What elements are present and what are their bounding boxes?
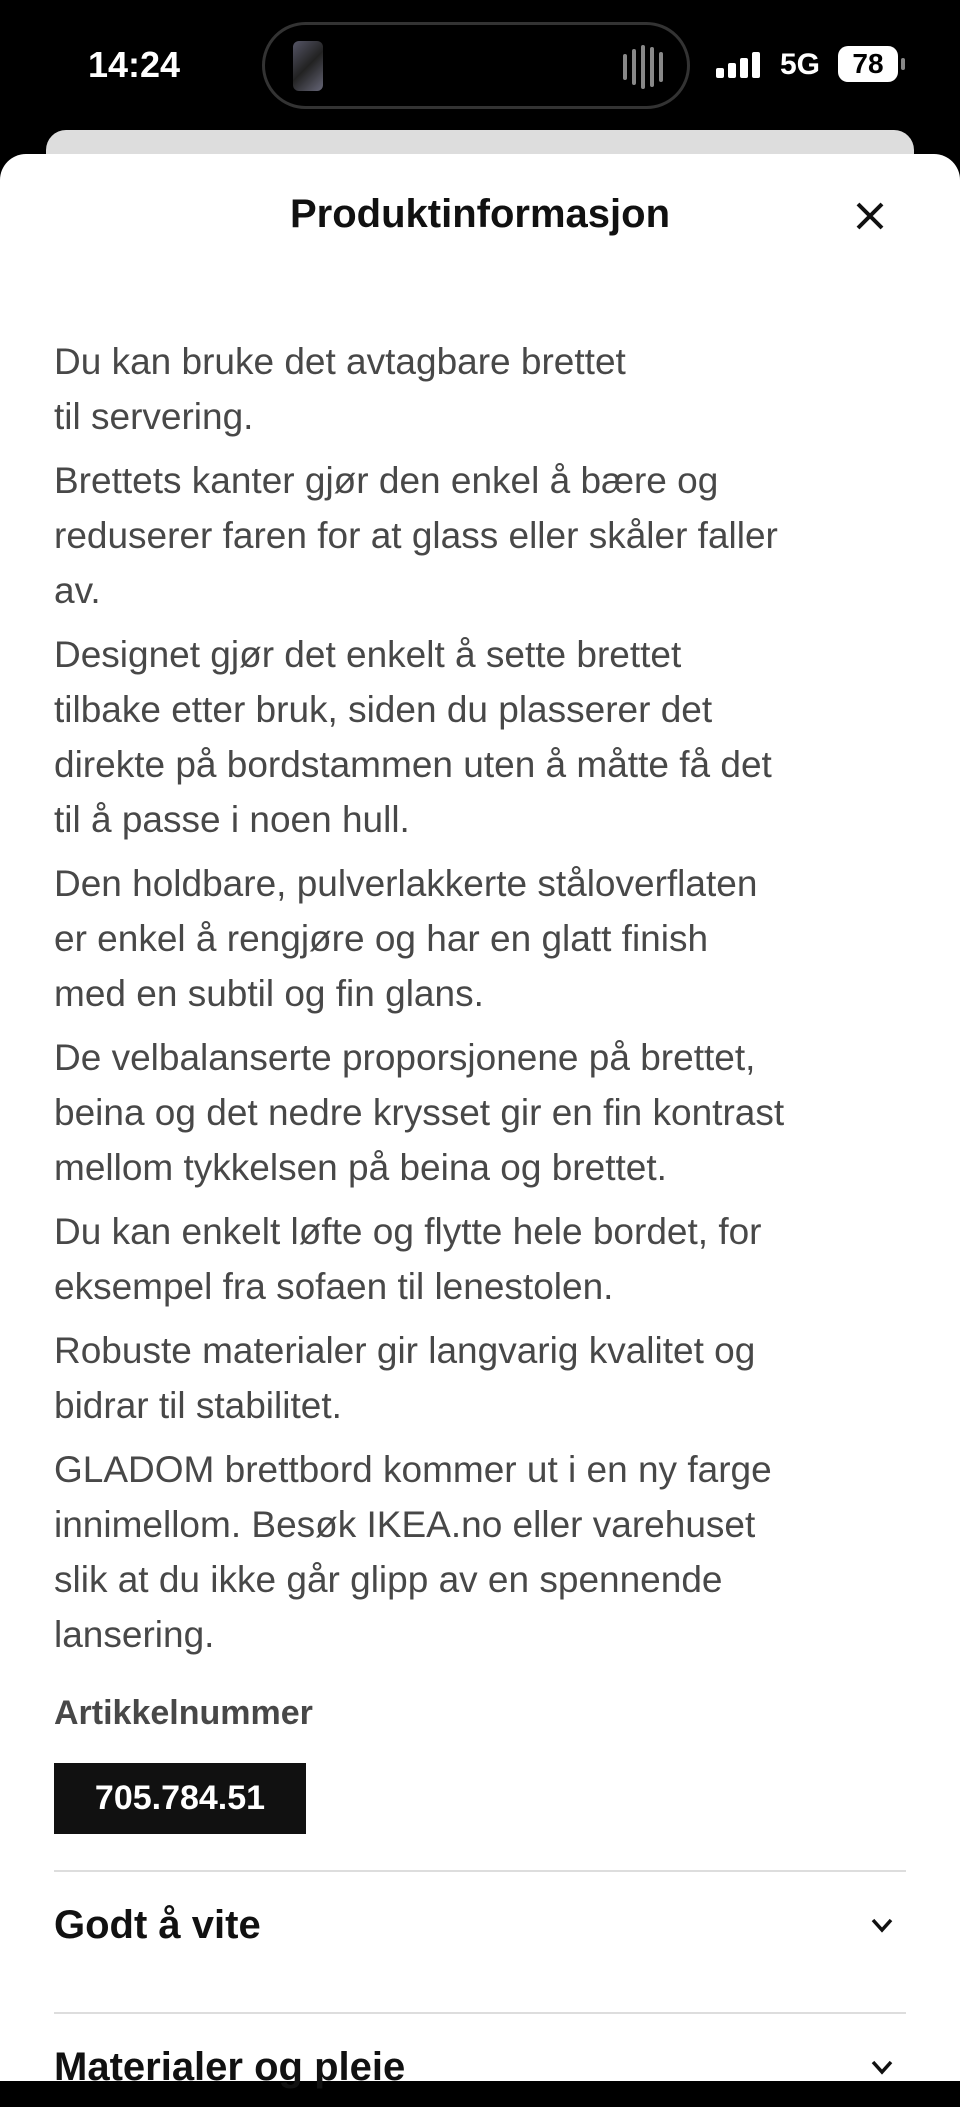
audio-wave-icon	[623, 45, 663, 89]
description-line: er enkel å rengjøre og har en glatt finish	[54, 918, 709, 959]
description-paragraph	[54, 334, 914, 444]
close-button[interactable]	[850, 196, 890, 236]
signal-icon	[716, 52, 760, 78]
description-paragraph	[54, 1442, 914, 1662]
description-line: Du kan enkelt løfte og flytte hele bordet, for	[54, 1211, 762, 1252]
description-line: Du kan bruke det avtagbare brettet	[54, 341, 626, 382]
accordion-label: Godt å vite	[54, 1903, 261, 1947]
divider	[54, 2012, 906, 2014]
network-type: 5G	[780, 48, 821, 81]
description-line: lansering.	[54, 1614, 215, 1655]
description-line: slik at du ikke går glipp av en spennende	[54, 1559, 723, 1600]
description-line: direkte på bordstammen uten å måtte få det	[54, 744, 772, 785]
product-description	[54, 334, 914, 1671]
description-line: Den holdbare, pulverlakkerte ståloverflaten	[54, 863, 758, 904]
status-time: 14:24	[88, 44, 181, 85]
accordion-label: Materialer og pleie	[54, 2045, 406, 2089]
description-paragraph	[54, 856, 914, 1021]
sheet-title: Produktinformasjon	[289, 192, 671, 236]
status-bar	[0, 0, 960, 130]
description-line: mellom tykkelsen på beina og brettet.	[54, 1147, 667, 1188]
description-paragraph	[54, 1030, 914, 1195]
description-line: De velbalanserte proporsjonene på brettet,	[54, 1037, 756, 1078]
article-number-badge: 705.784.51	[54, 1763, 306, 1834]
accordion-good-to-know[interactable]	[54, 1885, 906, 1965]
description-line: beina og det nedre krysset gir en fin kontrast	[54, 1092, 785, 1133]
description-line: Brettets kanter gjør den enkel å bære og	[54, 460, 719, 501]
close-icon	[850, 196, 890, 236]
description-paragraph	[54, 1323, 914, 1433]
chevron-down-icon	[868, 1911, 896, 1939]
description-paragraph	[54, 627, 914, 847]
description-line: Robuste materialer gir langvarig kvalitet og	[54, 1330, 756, 1371]
description-line: tilbake etter bruk, siden du plasserer det	[54, 689, 713, 730]
description-line: til å passe i noen hull.	[54, 799, 410, 840]
divider	[54, 1870, 906, 1872]
description-paragraph	[54, 1204, 914, 1314]
description-line: til servering.	[54, 396, 254, 437]
album-art-icon	[293, 41, 323, 91]
chevron-down-icon	[868, 2053, 896, 2081]
product-info-sheet	[0, 154, 960, 2089]
description-line: eksempel fra sofaen til lenestolen.	[54, 1266, 614, 1307]
article-number-label: Artikkelnummer	[54, 1694, 313, 1732]
description-line: reduserer faren for at glass eller skåler faller	[54, 515, 778, 556]
description-line: av.	[54, 570, 101, 611]
battery-icon: 78	[838, 46, 898, 82]
description-line: innimellom. Besøk IKEA.no eller varehuset	[54, 1504, 756, 1545]
description-line: Designet gjør det enkelt å sette brettet	[54, 634, 682, 675]
description-line: GLADOM brettbord kommer ut i en ny farge	[54, 1449, 772, 1490]
description-line: med en subtil og fin glans.	[54, 973, 484, 1014]
accordion-materials-care[interactable]	[54, 2027, 906, 2107]
dynamic-island[interactable]	[262, 22, 690, 109]
description-line: bidrar til stabilitet.	[54, 1385, 342, 1426]
description-paragraph	[54, 453, 914, 618]
